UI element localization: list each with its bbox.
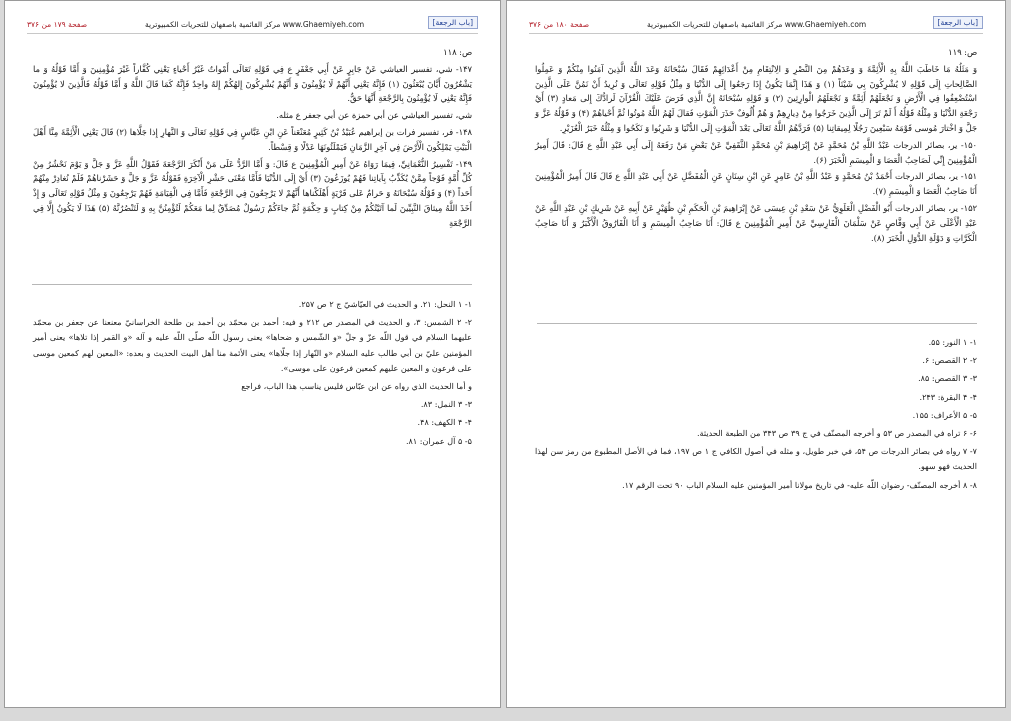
hadith-paragraph: ۱۴۹- تَفْسِيرُ النُّعْمَانِيِّ، فِيمَا رَوَاهُ عَنْ أَمِيرِ الْمُؤْمِنِينَ ع قَالَ: وَ أَمَّا الرَّدُّ عَلَى مَنْ أَنْكَرَ الرَّجْعَةَ فَقَوْلُ اللَّهِ عَزَّ وَ جَلَّ وَ يَوْمَ نَحْشُرُ مِنْ كُلِّ أُمَّةٍ فَوْجاً مِمَّنْ يُكَذِّبُ بِآياتِنا فَهُمْ يُوزَعُونَ (۳) أَيْ إِلَى الدُّنْيَا فَأَمَّا مَعْنَى حَشْرِ الْآخِرَةِ فَقَوْلُهُ عَزَّ وَ جَلَّ وَ حَشَرْناهُمْ فَلَمْ نُغادِرْ مِنْهُمْ أَحَداً (۴) وَ قَوْلُهُ سُبْحَانَهُ وَ حَرامٌ عَلى قَرْيَةٍ أَهْلَكْناها أَنَّهُمْ لا يَرْجِعُونَ فِي الرَّجْعَةِ فَأَمَّا فِي الْقِيَامَةِ فَهُمْ يَرْجِعُونَ وَ مِثْلُ قَوْلِهِ تَعَالَى وَ إِذْ أَخَذَ اللَّهُ مِيثاقَ النَّبِيِّينَ لَما آتَيْتُكُمْ مِنْ كِتابٍ وَ حِكْمَةٍ ثُمَّ جاءَكُمْ رَسُولٌ مُصَدِّقٌ لِما مَعَكُمْ لَتُؤْمِنُنَّ بِهِ وَ لَتَنْصُرُنَّهُ (۵) هَذَا لَا يَكُونُ إِلَّا فِي الرَّجْعَةِ: [33, 158, 473, 228]
section-link[interactable]: [باب الرجعة]: [428, 16, 478, 29]
site-banner: مركز القائمية باصفهان للتحريات الكمبيوترية www.Ghaemiyeh.com: [647, 20, 867, 29]
site-banner: مركز القائمية باصفهان للتحريات الكمبيوترية www.Ghaemiyeh.com: [145, 20, 365, 29]
hadith-paragraph: ۱۵۱- ير، بصائر الدرجات أَحْمَدُ بْنُ مُحَمَّدٍ وَ عَبْدُ اللَّهِ بْنُ عَامِرٍ عَنِ ابْنِ سِنَانٍ عَنِ الْمُفَضَّلِ عَنْ أَبِي عَبْدِ اللَّهِ ع قَالَ قَالَ أَمِيرُ الْمُؤْمِنِينَ أَنَا صَاحِبُ الْعَصَا وَ الْمِيسَمِ (۷).: [535, 171, 977, 197]
hadith-paragraph: ۱۴۷- شي، تفسير العياشي عَنْ جَابِرٍ عَنْ أَبِي جَعْفَرٍ ع فِي قَوْلِهِ تَعَالَى أَمْواتٌ غَيْرُ أَحْياءٍ يَعْنِي كُفَّاراً غَيْرَ مُؤْمِنِينَ وَ أَمَّا قَوْلُهُ وَ ما يَشْعُرُونَ أَيَّانَ يُبْعَثُونَ (۱) فَإِنَّهُ يَعْنِي أَنَّهُمْ لَا يُؤْمِنُونَ وَ أَنَّهُمْ يُشْرِكُونَ إِلهُكُمْ إِلهٌ واحِدٌ فَإِنَّهُ كَمَا قَالَ اللَّهُ وَ أَمَّا قَوْلُهُ فَالَّذِينَ لا يُؤْمِنُونَ فَإِنَّهُ يَعْنِي لَا يُؤْمِنُونَ بِالرَّجْعَةِ أَنَّهَا حَقٌّ.: [33, 63, 472, 104]
document-page-right: [506, 0, 1006, 708]
footnote: ۱- ۱ النحل: ۲۱. و الحديث في العيّاشيّ ج ۲ ص ۲۵۷.: [298, 299, 472, 309]
footnote: و أما الحديث الذي رواه عن ابن عبّاس فليس يناسب هذا الباب، فراجع: [241, 381, 472, 392]
footnote-divider: [537, 323, 977, 324]
footnote: ۷- ۷ رواه في بصائر الدرجات ص ۵۴، في خبر طويل، و مثله في أصول الكافي ج ۱ ص ۱۹۷، فما في الأصل المطبوع من رمز سن لهذا الحديث فهو سهو.: [535, 446, 978, 472]
footnote: ۲- ۲ القصص: ۶.: [922, 355, 977, 366]
footnote: ۵- ۵ آل عمران: ۸۱.: [405, 435, 472, 446]
page-body: [535, 45, 977, 247]
section-link[interactable]: [باب الرجعة]: [933, 16, 983, 29]
hadith-paragraph: ۱۵۲- ير، بصائر الدرجات أَبُو الْفَضْلِ الْعَلَوِيُّ عَنْ سَعْدِ بْنِ عِيسَى عَنْ إِبْرَاهِيمَ بْنِ الْحَكَمِ بْنِ ظُهَيْرٍ عَنْ أَبِيهِ عَنْ شَرِيكٍ بْنِ عَبْدِ اللَّهِ عَنْ عَبْدِ الْأَعْلَى عَنْ أَبِي وَقَّاصٍ عَنْ سَلْمَانَ الْفَارِسِيِّ عَنْ أَمِيرِ الْمُؤْمِنِينَ ع قَالَ: أَنَا صَاحِبُ الْمِيسَمِ وَ أَنَا الْفَارُوقُ الْأَكْبَرُ وَ أَنَا صَاحِبُ الْكَرَّاتِ وَ دَوْلَةِ الدُّوَلِ الْخَبَرَ (۸).: [535, 202, 977, 243]
footnotes: [33, 297, 472, 452]
footnote: ۶- ۶ تراه في المصدر ص ۵۳ و أخرجه المصنّف في ج ۳۹ ص ۳۴۳ من الطبعة الحديثة.: [696, 428, 977, 439]
footnote: ۳- ۳ النمل: ۸۳.: [420, 399, 472, 410]
hadith-paragraph: ۱۴۸- فر، تفسير فرات بن إبراهيم عُبَيْدُ بْنُ كَثِيرٍ مُعَنْعَناً عَنِ ابْنِ عَبَّاسٍ فِي قَوْلِهِ تَعَالَى وَ النَّهارِ إِذا جَلَّاها (۲) قَالَ يَعْنِي الْأَئِمَّةَ مِنَّا أَهْلَ الْبَيْتِ يَمْلِكُونَ الْأَرْضَ فِي آخِرِ الزَّمَانِ فَيَمْلَئُونَهَا عَدْلًا وَ قِسْطاً.: [33, 126, 472, 152]
page-header: [529, 15, 983, 34]
footnote-divider: [32, 284, 472, 285]
hadith-paragraph: شي، تفسير العياشي عن أبي حمزة عن أبي جعفر ع مثله.: [276, 110, 472, 121]
page-counter: صفحة ۱۸۰ من ۳۷۶: [529, 20, 590, 29]
footnote: ۲- ۲ الشمس: ۳، و الحديث في المصدر ص ۲۱۲ و فيه: أحمد بن محمّد بن أحمد بن طلحة الخراسانيّ معنعنا عن جعفر بن محمّد عليهما السلام في قول اللّه عزّ و جلّ «و الشّمس و ضحاها» يعنى رسول اللّه صلّى اللّه عليه و آله «و القمر إذا تلاها» يعنى أمير المؤمنين عليّ بن أبي طالب عليه السلام «و النّهار إذا جلّاها» يعنى الأئمة منا أهل البيت الحديث و بعده: «المعين لهم كمعين موسى على فرعون و المعين عليهم كمعين فرعون على موسى».: [33, 317, 472, 373]
footnote: ۴- ۴ الكهف: ۴۸.: [417, 417, 472, 428]
document-page-left: [4, 0, 501, 708]
page-header: [27, 15, 478, 34]
hadith-paragraph: وَ مَثَلُهُ مَا خَاطَبَ اللَّهُ بِهِ الْأَئِمَّةَ وَ وَعَدَهُمْ مِنَ النَّصْرِ وَ الِانْتِقَامِ مِنْ أَعْدَائِهِمْ فَقَالَ سُبْحَانَهُ وَعَدَ اللَّهُ الَّذِينَ آمَنُوا مِنْكُمْ وَ عَمِلُوا الصَّالِحاتِ إِلَى قَوْلِهِ لا يُشْرِكُونَ بِي شَيْئاً (۱) وَ هَذَا إِنَّمَا يَكُونُ إِذَا رَجَعُوا إِلَى الدُّنْيَا وَ مِثْلُ قَوْلِهِ تَعَالَى وَ نُرِيدُ أَنْ نَمُنَّ عَلَى الَّذِينَ اسْتُضْعِفُوا فِي الْأَرْضِ وَ نَجْعَلَهُمْ أَئِمَّةً وَ نَجْعَلَهُمُ الْوارِثِينَ (۲) وَ قَوْلِهِ سُبْحَانَهُ إِنَّ الَّذِي فَرَضَ عَلَيْكَ الْقُرْآنَ لَرادُّكَ إِلى مَعادٍ (۳) أَيْ رَجْعَةِ الدُّنْيَا وَ مِثْلُهُ قَوْلُهُ أَ لَمْ تَرَ إِلَى الَّذِينَ خَرَجُوا مِنْ دِيارِهِمْ وَ هُمْ أُلُوفٌ حَذَرَ الْمَوْتِ فَقالَ لَهُمُ اللَّهُ مُوتُوا ثُمَّ أَحْياهُمْ (۴) وَ قَوْلُهُ عَزَّ وَ جَلَّ وَ اخْتارَ مُوسى قَوْمَهُ سَبْعِينَ رَجُلًا لِمِيقاتِنا (۵) فَرَدَّهُمُ اللَّهُ تَعَالَى بَعْدَ الْمَوْتِ إِلَى الدُّنْيَا وَ شَرِبُوا وَ نَكَحُوا وَ مِثْلُهُ خَبَرُ الْعُزَيْرِ.: [535, 63, 978, 133]
page-body: [33, 45, 472, 233]
hadith-paragraph: ۱۵۰- ير، بصائر الدرجات عَبْدُ اللَّهِ بْنُ مُحَمَّدٍ عَنْ إِبْرَاهِيمَ بْنِ مُحَمَّدٍ الثَّقَفِيِّ عَنْ بَعْضِ مَنْ رَفَعَهُ إِلَى أَبِي عَبْدِ اللَّهِ ع قَالَ: قَالَ أَمِيرُ الْمُؤْمِنِينَ إِنِّي لَصَاحِبُ الْعَصَا وَ الْمِيسَمِ الْخَبَرَ (۶).: [535, 139, 977, 165]
source-page-ref: ص: ۱۱۹: [948, 47, 977, 57]
footnotes: [535, 335, 977, 496]
footnote: ۴- ۴ البقرة: ۲۴۳.: [919, 391, 977, 402]
footnote: ۳- ۳ القصص: ۸۵.: [918, 373, 977, 384]
footnote: ۱- ۱ النور: ۵۵.: [928, 337, 977, 347]
page-counter: صفحة ۱۷۹ من ۳۷۶: [27, 20, 88, 29]
source-page-ref: ص: ۱۱۸: [443, 47, 472, 57]
footnote: ۵- ۵ الأعراف: ۱۵۵.: [912, 409, 977, 420]
footnote: ۸- ۸ أخرجه المصنّف- رضوان اللّه عليه- في تاريخ مولانا أمير المؤمنين عليه السلام الباب ۹۰ تحت الرقم ۱۷.: [622, 479, 977, 490]
